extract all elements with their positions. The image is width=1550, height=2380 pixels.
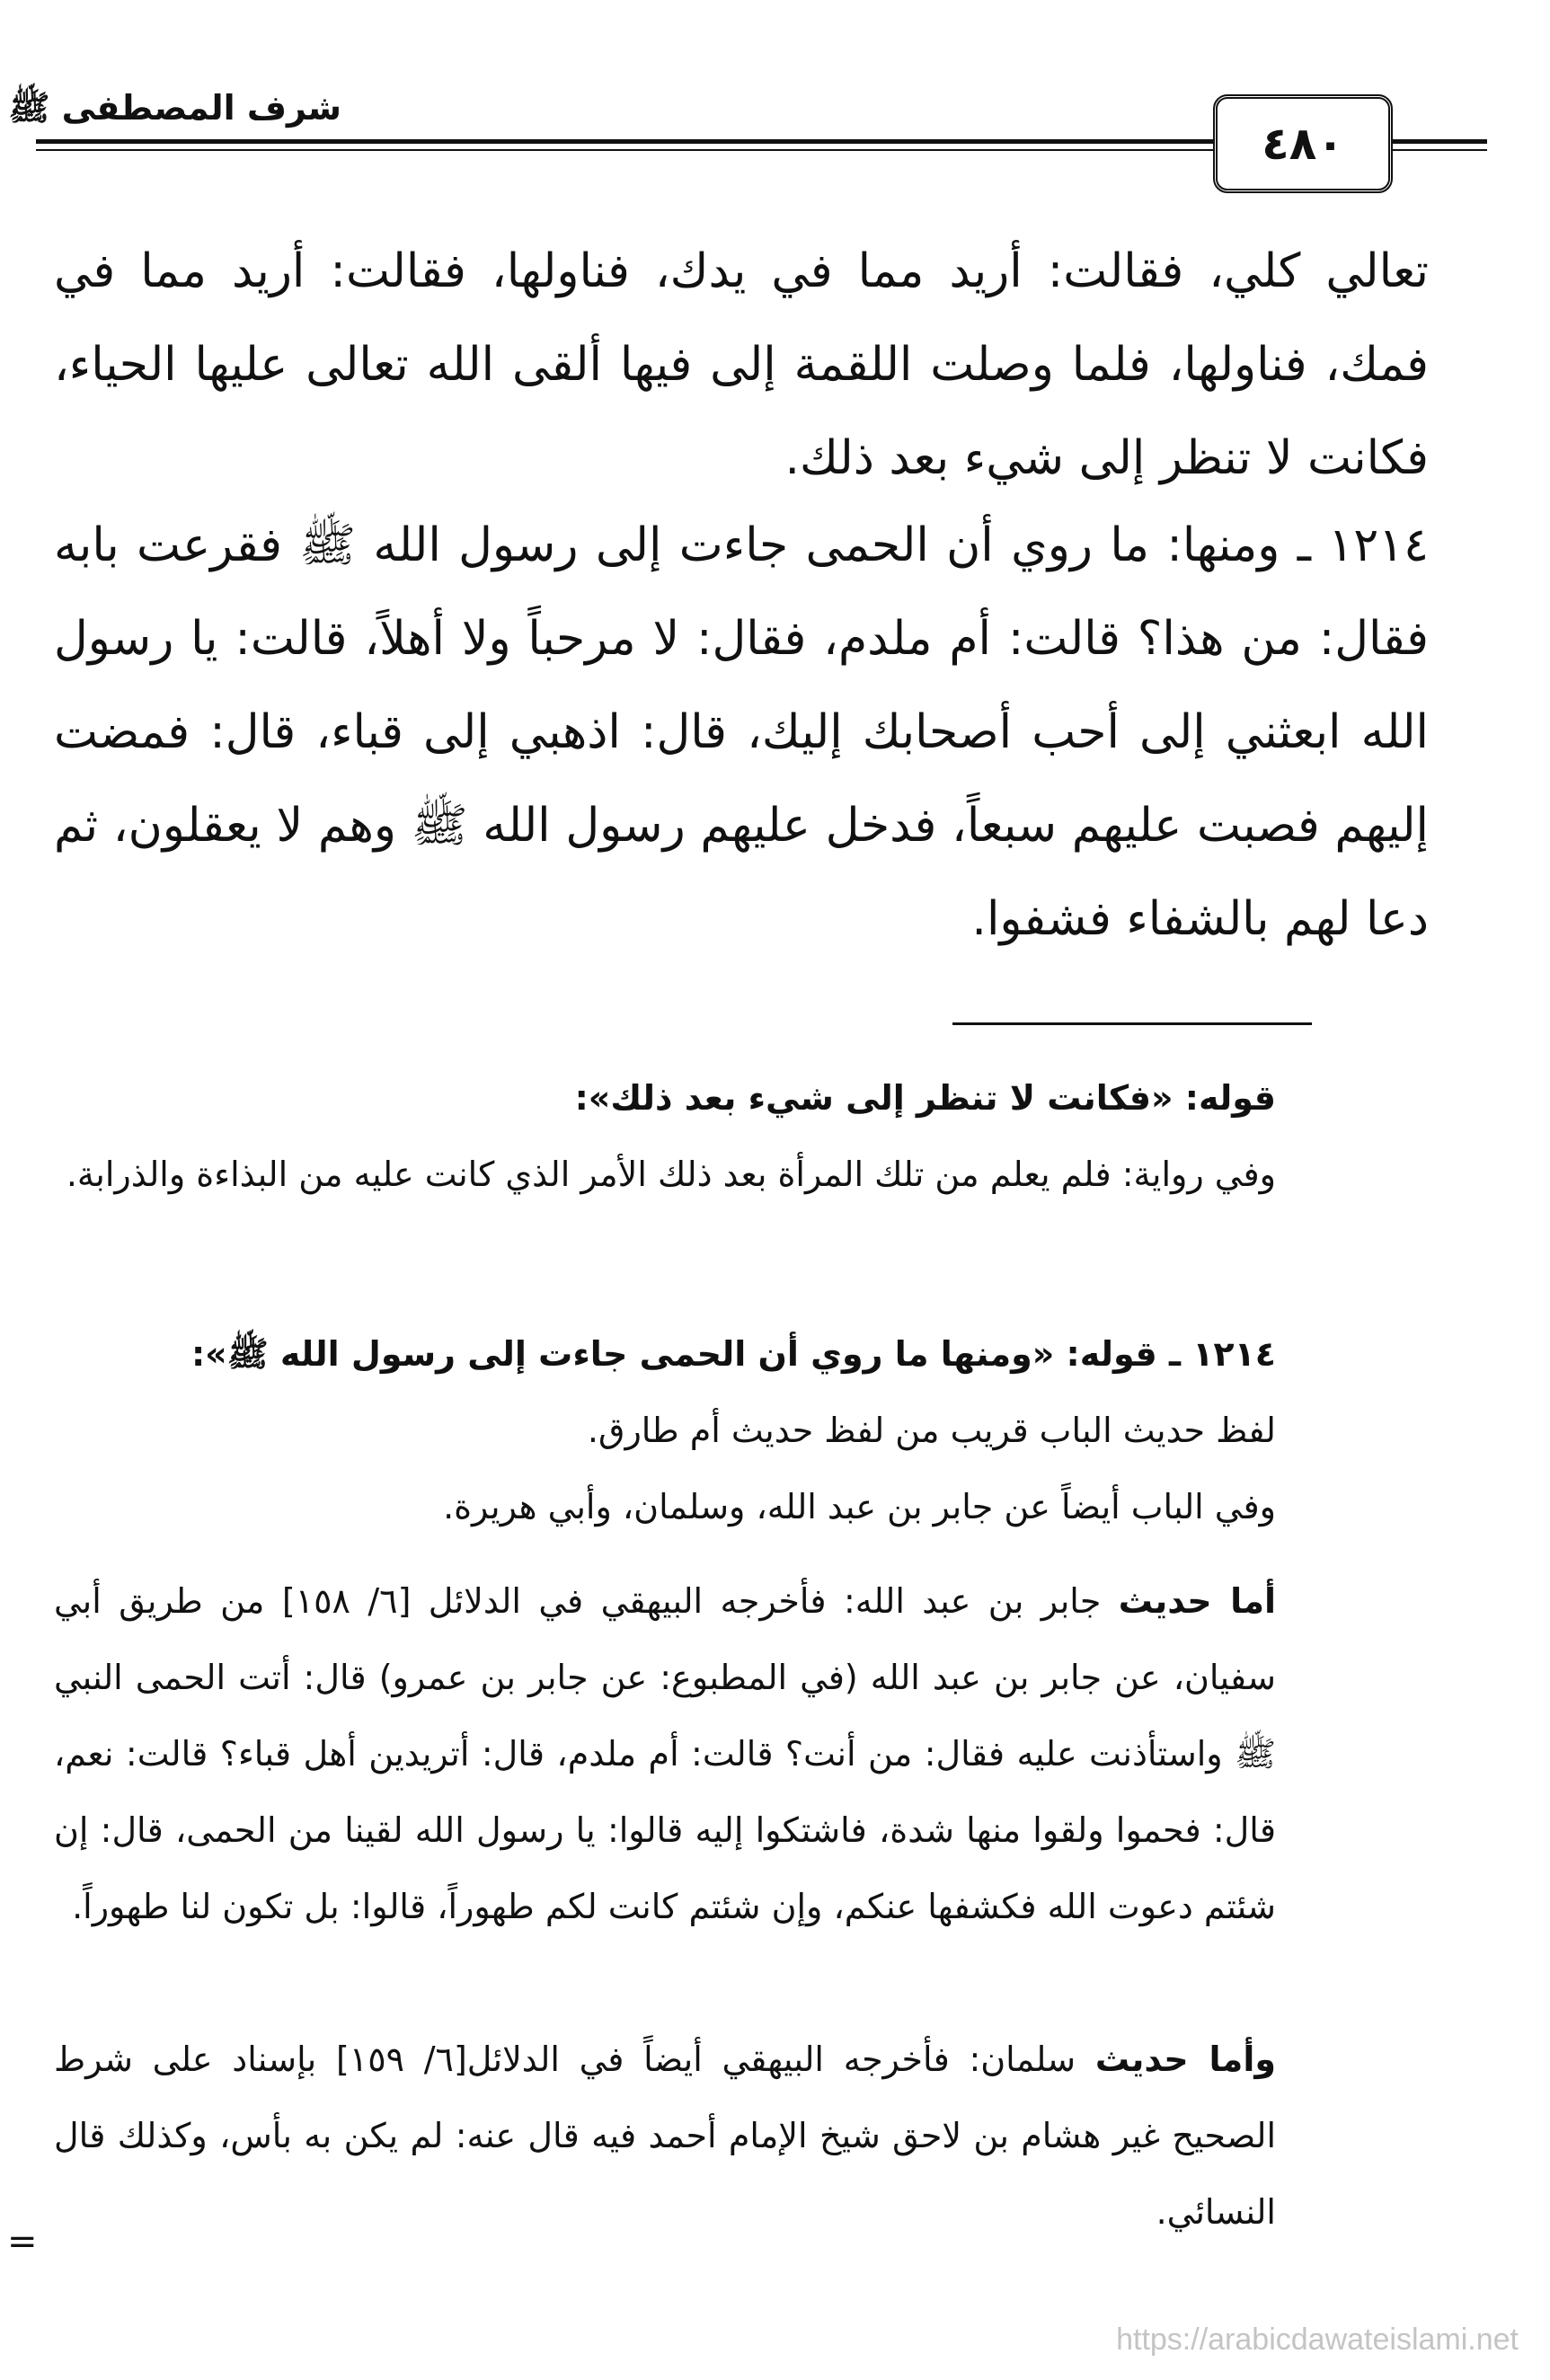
main-paragraph-2: ١٢١٤ ـ ومنها: ما روي أن الحمى جاءت إلى رسول الله ﷺ فقرعت بابه فقال: من هذا؟ قالت: أم ملدم، فقال: لا مرحباً ولا أهلاً، قالت: يا رسول الله ابعثني إلى أحب أصحابك إليك، قال: اذهبي إلى قباء، قال: فمضت إليهم فصبت عليهم سبعاً، فدخل عليهم رسول الله ﷺ وهم لا يعقلون، ثم دعا لهم بالشفاء فشفوا. [54, 518, 1429, 946]
continuation-mark: = [7, 2221, 38, 2262]
footnote-lead-salman: وأما حديث [1094, 2039, 1276, 2079]
footnote-text-2: لفظ حديث الباب قريب من لفظ حديث أم طارق. [587, 1411, 1276, 1450]
footnote-text-salman [54, 2022, 1276, 2251]
footnote-body-salman: سلمان: فأخرجه البيهقي أيضاً في الدلائل[٦/ ١٥٩] بإسناد على شرط الصحيح غير هشام بن لاحق شيخ الإمام أحمد فيه قال عنه: لم يكن به بأس، وكذلك قال النسائي. [54, 2039, 1276, 2232]
footnote-text-jabir [54, 1563, 1276, 1945]
footnote-heading-1: قوله: «فكانت لا تنظر إلى شيء بعد ذلك»: [574, 1078, 1276, 1118]
footnote-heading-2: ١٢١٤ ـ قوله: «ومنها ما روي أن الحمى جاءت إلى رسول الله ﷺ»: [190, 1334, 1276, 1374]
footnote-body-jabir: جابر بن عبد الله: فأخرجه البيهقي في الدلائل [٦/ ١٥٨] من طريق أبي سفيان، عن جابر بن عبد الله (في المطبوع: عن جابر بن عمرو) قال: أتت الحمى النبي ﷺ واستأذنت عليه فقال: من أنت؟ قالت: أم ملدم، قال: أتريدين أهل قباء؟ قالت: نعم، قال: فحموا ولقوا منها شدة، فاشتكوا إليه قالوا: يا رسول الله لقينا من الحمى، قال: إن شئتم دعوت الله فكشفها عنكم، وإن شئتم كانت لكم طهوراً، قالوا: بل تكون لنا طهوراً. [54, 1581, 1276, 1926]
page-number: ٤٨٠ [1262, 118, 1344, 170]
site-watermark: https://arabicdawateislami.net [1116, 2322, 1519, 2357]
main-paragraph-1: تعالي كلي، فقالت: أريد مما في يدك، فناولها، فقالت: أريد مما في فمك، فناولها، فلما وصلت اللقمة إلى فيها ألقى الله تعالى عليها الحياء، فكانت لا تنظر إلى شيء بعد ذلك. [54, 244, 1429, 485]
running-header-title: شرف المصطفى ﷺ [8, 88, 341, 128]
footnote-text-1: وفي رواية: فلم يعلم من تلك المرأة بعد ذلك الأمر الذي كانت عليه من البذاءة والذرابة. [66, 1155, 1276, 1194]
footnote-lead-jabir: أما حديث [1118, 1581, 1277, 1621]
page-number-frame [1213, 94, 1393, 193]
footnote-text-3: وفي الباب أيضاً عن جابر بن عبد الله، وسلمان، وأبي هريرة. [443, 1487, 1276, 1526]
footnote-divider [952, 1022, 1312, 1025]
